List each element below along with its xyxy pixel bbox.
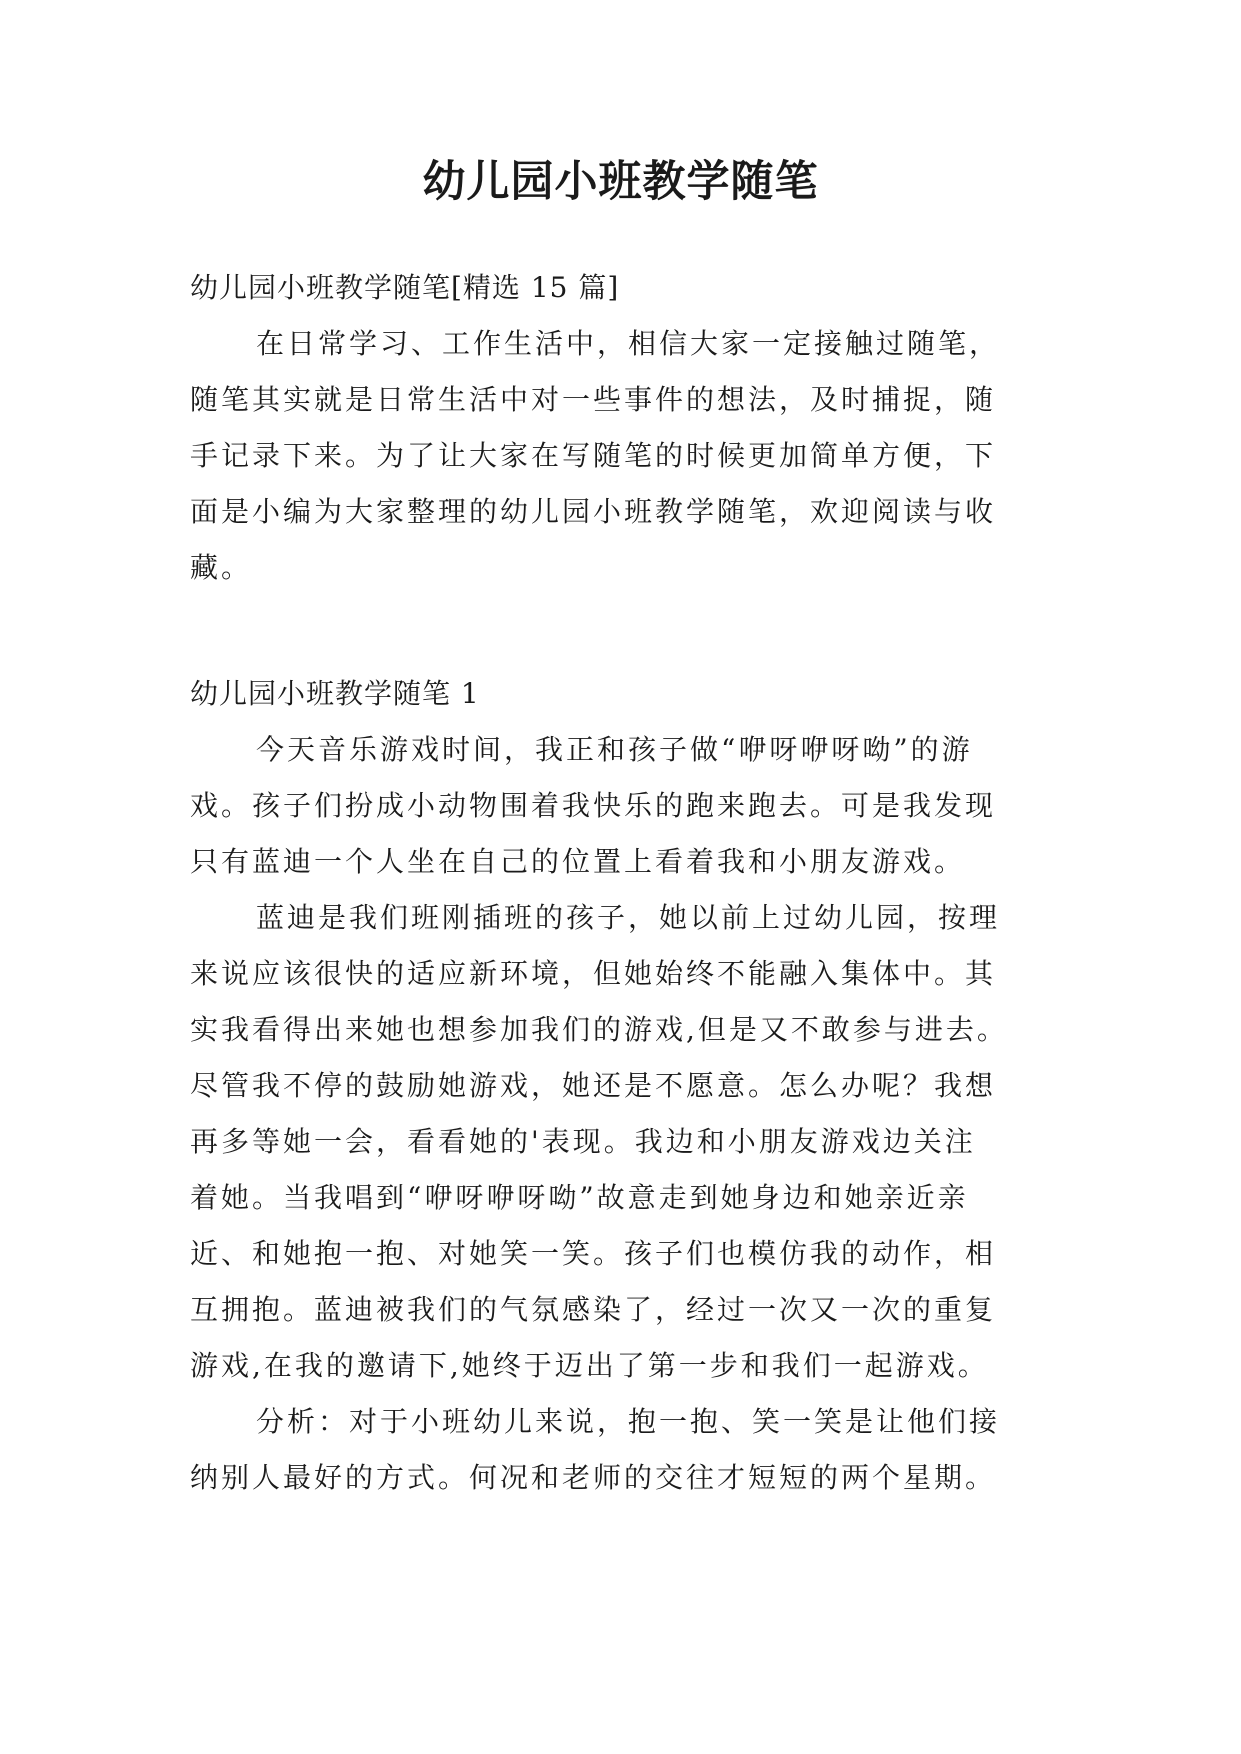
document-body xyxy=(190,260,1060,1506)
section-spacer xyxy=(190,596,1060,666)
paragraph-line: 实我看得出来她也想参加我们的游戏,但是又不敢参与进去。 xyxy=(190,1013,1008,1046)
intro-line: 手记录下来。为了让大家在写随笔的时候更加简单方便，下 xyxy=(190,439,997,472)
paragraph-line: 游戏,在我的邀请下,她终于迈出了第一步和我们一起游戏。 xyxy=(190,1349,989,1382)
intro-paragraph xyxy=(190,316,1060,596)
intro-line: 面是小编为大家整理的幼儿园小班教学随笔，欢迎阅读与收 xyxy=(190,495,997,528)
intro-line: 在日常学习、工作生活中，相信大家一定接触过随笔， xyxy=(256,327,1001,360)
section-heading: 幼儿园小班教学随笔 1 xyxy=(190,677,480,710)
paragraph-line: 蓝迪是我们班刚插班的孩子，她以前上过幼儿园，按理 xyxy=(256,901,1001,934)
analysis-paragraph xyxy=(190,1394,1060,1506)
paragraph-line: 来说应该很快的适应新环境，但她始终不能融入集体中。其 xyxy=(190,957,997,990)
paragraph-line: 尽管我不停的鼓励她游戏，她还是不愿意。怎么办呢？我想 xyxy=(190,1069,997,1102)
paragraph-line: 只有蓝迪一个人坐在自己的位置上看着我和小朋友游戏。 xyxy=(190,845,966,878)
body-paragraph xyxy=(190,722,1060,890)
intro-line: 藏。 xyxy=(190,551,253,584)
document-subtitle: 幼儿园小班教学随笔[精选 15 篇] xyxy=(190,271,620,304)
paragraph-line: 分析：对于小班幼儿来说，抱一抱、笑一笑是让他们接 xyxy=(256,1405,1001,1438)
paragraph-line: 戏。孩子们扮成小动物围着我快乐的跑来跑去。可是我发现 xyxy=(190,789,997,822)
body-paragraph xyxy=(190,890,1060,1394)
paragraph-line: 互拥抱。蓝迪被我们的气氛感染了，经过一次又一次的重复 xyxy=(190,1293,997,1326)
paragraph-line: 着她。当我唱到“咿呀咿呀呦”故意走到她身边和她亲近亲 xyxy=(190,1181,969,1214)
paragraph-line: 今天音乐游戏时间，我正和孩子做“咿呀咿呀呦”的游 xyxy=(256,733,973,766)
intro-line: 随笔其实就是日常生活中对一些事件的想法，及时捕捉，随 xyxy=(190,383,997,416)
paragraph-line: 再多等她一会，看看她的'表现。我边和小朋友游戏边关注 xyxy=(190,1125,976,1158)
paragraph-line: 纳别人最好的方式。何况和老师的交往才短短的两个星期。 xyxy=(190,1461,997,1494)
document-title: 幼儿园小班教学随笔 xyxy=(422,157,819,207)
paragraph-line: 近、和她抱一抱、对她笑一笑。孩子们也模仿我的动作，相 xyxy=(190,1237,997,1270)
